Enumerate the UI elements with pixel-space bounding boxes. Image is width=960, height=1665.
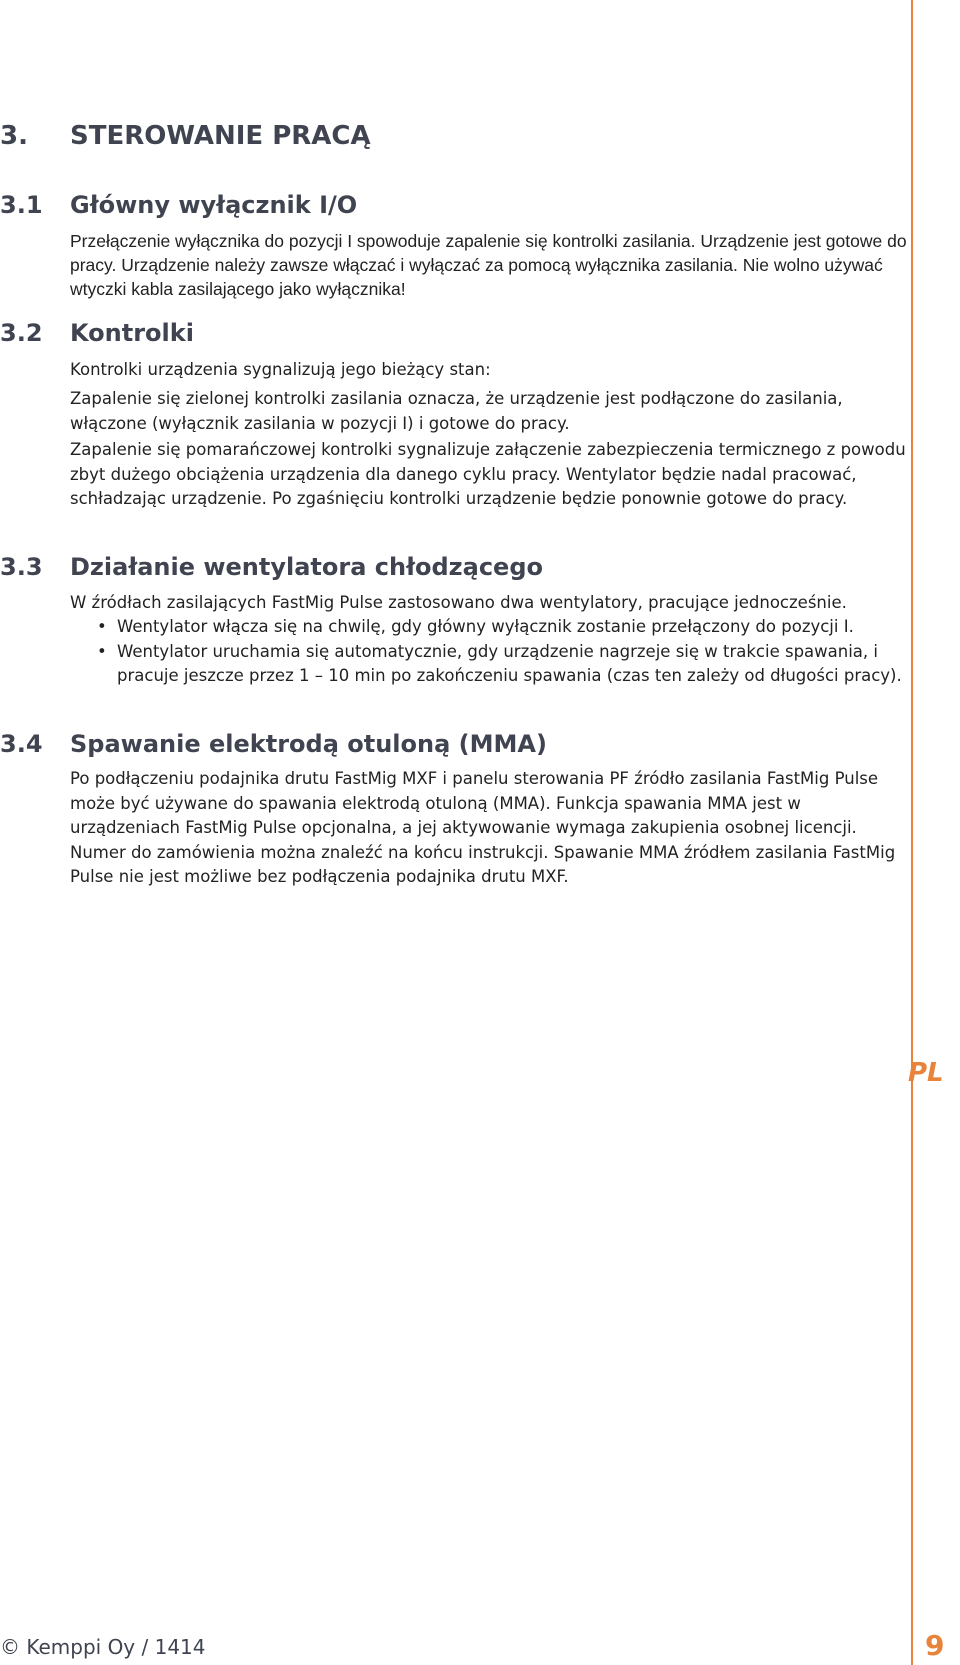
section-number: 3.1: [0, 191, 43, 219]
section-heading-3: [0, 121, 840, 153]
footer-copyright: © Kemppi Oy / 1414: [0, 1635, 206, 1659]
paragraph-indicators-intro: Kontrolki urządzenia sygnalizują jego bieżący stan:: [70, 360, 491, 379]
section-heading-3-2: [0, 319, 840, 349]
page-number: 9: [925, 1629, 945, 1662]
fan-bullet-list: [70, 615, 910, 689]
section-number: 3.: [0, 121, 28, 151]
paragraph-main-switch: Przełączenie wyłącznika do pozycji I spowoduje zapalenie się kontrolki zasilania. Urządzenie jest gotowe do pracy. Urządzenie należy zawsze włączać i wyłączać za pomocą wyłącznika zasilania. Nie wolno używać wtyczki kabla zasilającego jako wyłącznika!: [70, 231, 907, 299]
section-heading-3-4: [0, 730, 840, 760]
side-rule: [911, 0, 913, 1665]
section-title: Spawanie elektrodą otuloną (MMA): [70, 730, 547, 758]
section-number: 3.4: [0, 730, 43, 758]
section-title: Działanie wentylatora chłodzącego: [70, 553, 544, 581]
paragraph-green-indicator: Zapalenie się zielonej kontrolki zasilania oznacza, że urządzenie jest podłączone do zasilania, włączone (wyłącznik zasilania w pozycji I) i gotowe do pracy.: [70, 389, 843, 433]
section-title: Kontrolki: [70, 319, 194, 347]
section-heading-3-1: [0, 191, 840, 221]
paragraph-mma-welding: Po podłączeniu podajnika drutu FastMig MXF i panelu sterowania PF źródło zasilania FastMig Pulse może być używane do spawania elektrodą otuloną (MMA). Funkcja spawania MMA jest w urządzeniach FastMig Pulse opcjonalna, a jej aktywowanie wymaga zakupienia osobnej licencji. Numer do zamówienia można znaleźć na końcu instrukcji. Spawanie MMA źródłem zasilania FastMig Pulse nie jest możliwe bez podłączenia podajnika drutu MXF.: [70, 769, 896, 886]
section-title: Główny wyłącznik I/O: [70, 191, 358, 219]
list-item: [70, 615, 910, 640]
list-item-text: Wentylator włącza się na chwilę, gdy główny wyłącznik zostanie przełączony do pozycji I.: [117, 617, 854, 636]
section-number: 3.3: [0, 553, 43, 581]
list-item: [70, 640, 910, 689]
paragraph-orange-indicator: Zapalenie się pomarańczowej kontrolki sygnalizuje załączenie zabezpieczenia termicznego z powodu zbyt dużego obciążenia urządzenia dla danego cyklu pracy. Wentylator będzie nadal pracować, schładzając urządzenie. Po zgaśnięciu kontrolki urządzenie będzie ponownie gotowe do pracy.: [70, 440, 906, 508]
section-number: 3.2: [0, 319, 43, 347]
bullet-icon: •: [97, 617, 107, 636]
language-marker: PL: [908, 1058, 944, 1088]
section-title: STEROWANIE PRACĄ: [70, 121, 371, 151]
section-heading-3-3: [0, 553, 840, 583]
list-item-text: Wentylator uruchamia się automatycznie, gdy urządzenie nagrzeje się w trakcie spawania, i pracuje jeszcze przez 1 – 10 min po zakończeniu spawania (czas ten zależy od długości pracy).: [117, 641, 902, 685]
bullet-icon: •: [97, 641, 107, 661]
paragraph-fans-intro: W źródłach zasilających FastMig Pulse zastosowano dwa wentylatory, pracujące jednocześnie.: [70, 593, 847, 612]
